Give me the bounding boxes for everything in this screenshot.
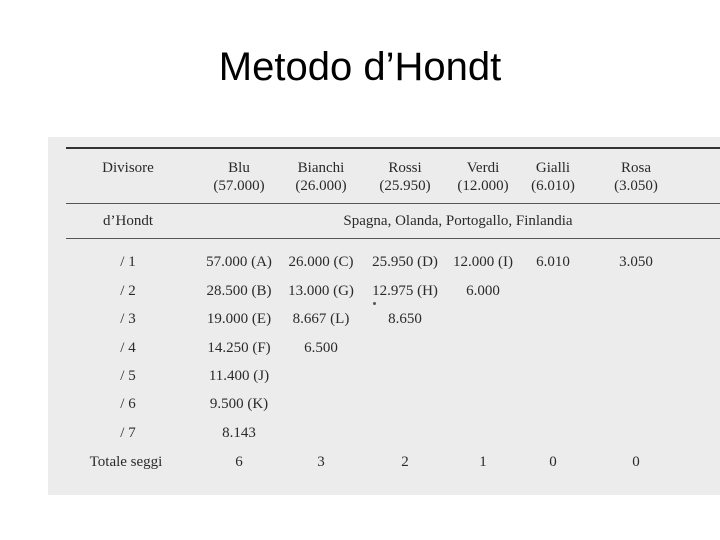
table-cell: 12.975 (H) [372, 283, 438, 299]
table-cell: 26.000 (C) [288, 254, 354, 270]
header-party-name: Blu [228, 160, 250, 176]
row-divisor: / 3 [120, 311, 136, 327]
header-party-votes: (12.000) [457, 178, 509, 194]
totals-label: Totale seggi [89, 454, 163, 470]
row-divisor: / 2 [120, 283, 136, 299]
table-cell: 28.500 (B) [206, 283, 272, 299]
totals-value: 0 [632, 454, 640, 470]
table-cell: 8.143 [222, 425, 256, 441]
table-cell: 6.000 [466, 283, 500, 299]
table-cell: 3.050 [619, 254, 653, 270]
header-party-votes: (26.000) [295, 178, 347, 194]
header-rule [66, 203, 720, 204]
scanned-table-image [48, 137, 720, 495]
row-divisor: / 7 [120, 425, 136, 441]
section-rule [66, 238, 720, 239]
row-divisor: / 4 [120, 340, 136, 356]
table-cell: 14.250 (F) [207, 340, 271, 356]
table-cell: 13.000 (G) [288, 283, 354, 299]
header-party-name: Rossi [388, 160, 422, 176]
row-divisor: / 1 [120, 254, 136, 270]
table-cell: 57.000 (A) [206, 254, 272, 270]
totals-value: 1 [479, 454, 487, 470]
row-divisor: / 5 [120, 368, 136, 384]
method-label: d’Hondt [103, 213, 153, 229]
header-party-name: Verdi [466, 160, 500, 176]
scan-speck [373, 302, 376, 305]
table-cell: 6.010 [536, 254, 570, 270]
row-divisor: / 6 [120, 396, 136, 412]
table-cell: 12.000 (I) [453, 254, 513, 270]
totals-value: 3 [317, 454, 325, 470]
table-cell: 8.667 (L) [292, 311, 350, 327]
totals-value: 2 [401, 454, 409, 470]
header-party-name: Bianchi [297, 160, 345, 176]
table-cell: 25.950 (D) [372, 254, 438, 270]
table-cell: 8.650 [388, 311, 422, 327]
table-cell: 9.500 (K) [209, 396, 269, 412]
top-rule [66, 147, 720, 149]
totals-value: 0 [549, 454, 557, 470]
slide-title: Metodo d’Hondt [218, 45, 502, 89]
header-divisore: Divisore [102, 160, 154, 176]
totals-value: 6 [235, 454, 243, 470]
table-cell: 11.400 (J) [208, 368, 270, 384]
countries-label: Spagna, Olanda, Portogallo, Finlandia [343, 213, 573, 229]
header-party-votes: (3.050) [614, 178, 658, 194]
header-party-votes: (25.950) [379, 178, 431, 194]
table-cell: 6.500 [304, 340, 338, 356]
header-party-votes: (6.010) [531, 178, 575, 194]
header-party-name: Gialli [535, 160, 571, 176]
table-cell: 19.000 (E) [206, 311, 272, 327]
header-party-name: Rosa [621, 160, 651, 176]
header-party-votes: (57.000) [213, 178, 265, 194]
